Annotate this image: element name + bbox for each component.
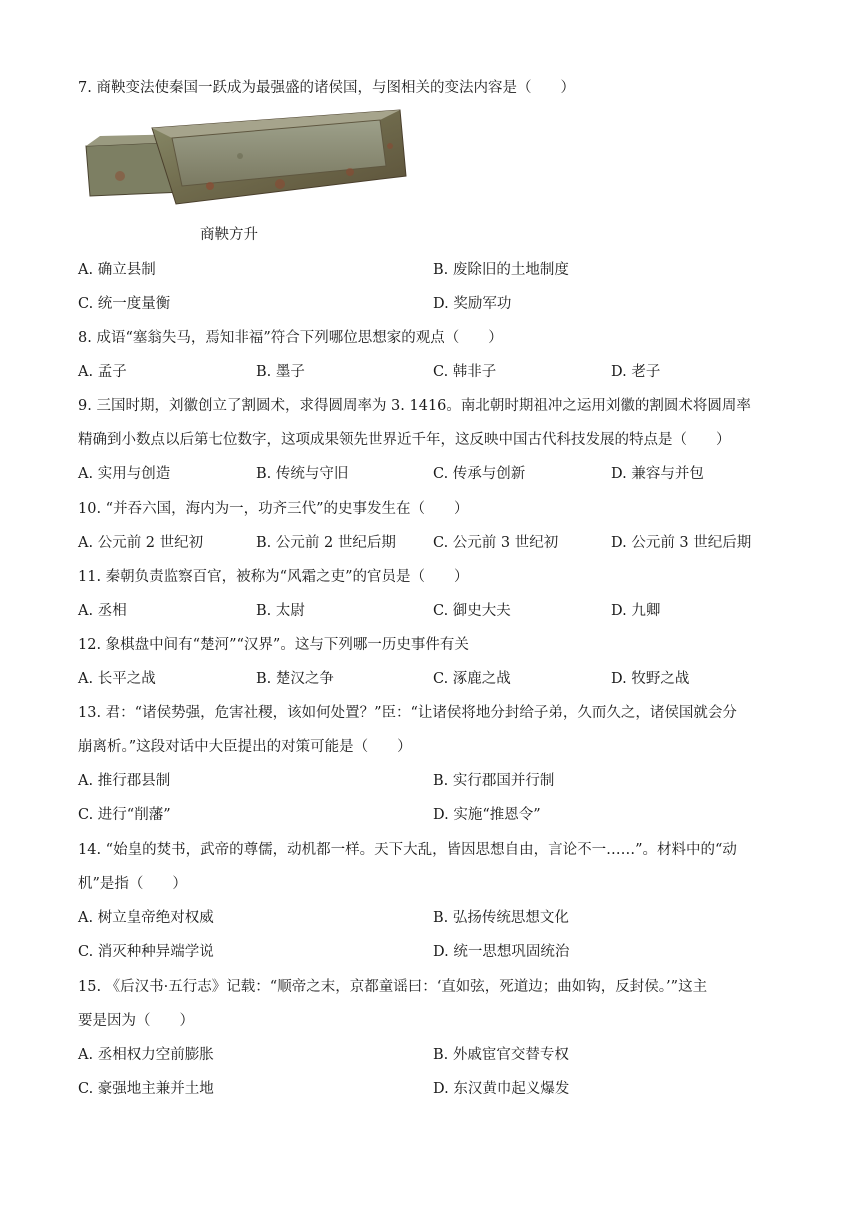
q13-option-c: C. 进行“削藩” xyxy=(78,807,171,823)
q13-option-a: A. 推行郡县制 xyxy=(78,773,171,789)
q10-option-b: B. 公元前 2 世纪后期 xyxy=(256,535,396,551)
q12-option-b: B. 楚汉之争 xyxy=(256,671,334,687)
q12-option-d: D. 牧野之战 xyxy=(611,671,690,687)
q14-option-b: B. 弘扬传统思想文化 xyxy=(433,910,569,926)
q8-option-c: C. 韩非子 xyxy=(433,364,497,380)
q7-option-b: B. 废除旧的土地制度 xyxy=(433,262,569,278)
q12-option-c: C. 涿鹿之战 xyxy=(433,671,511,687)
q11-option-a: A. 丞相 xyxy=(78,603,127,619)
question-8-stem: 8. 成语“塞翁失马，焉知非福”符合下列哪位思想家的观点（ ） xyxy=(78,330,503,346)
question-12-stem: 12. 象棋盘中间有“楚河”“汉界”。这与下列哪一历史事件有关 xyxy=(78,637,469,653)
q10-option-a: A. 公元前 2 世纪初 xyxy=(78,535,204,551)
q13-option-b: B. 实行郡国并行制 xyxy=(433,773,555,789)
q7-option-c: C. 统一度量衡 xyxy=(78,296,171,312)
q15-option-a: A. 丞相权力空前膨胀 xyxy=(78,1047,214,1063)
question-14-stem-line2: 机”是指（ ） xyxy=(78,876,187,892)
q11-option-c: C. 御史大夫 xyxy=(433,603,511,619)
question-7-stem: 7. 商鞅变法使秦国一跃成为最强盛的诸侯国，与图相关的变法内容是（ ） xyxy=(78,80,575,96)
q11-option-d: D. 九卿 xyxy=(611,603,661,619)
question-15-stem-line1: 15. 《后汉书·五行志》记载：“顺帝之末，京都童谣曰：‘直如弦，死道边；曲如钩，反封侯。’”这主 xyxy=(78,979,708,995)
q11-option-b: B. 太尉 xyxy=(256,603,305,619)
q14-option-c: C. 消灭种种异端学说 xyxy=(78,944,214,960)
question-10-stem: 10. “并吞六国，海内为一，功齐三代”的史事发生在（ ） xyxy=(78,501,469,517)
q9-option-a: A. 实用与创造 xyxy=(78,466,171,482)
q15-option-b: B. 外戚宦官交替专权 xyxy=(433,1047,569,1063)
q14-option-a: A. 树立皇帝绝对权威 xyxy=(78,910,214,926)
figure-caption: 商鞅方升 xyxy=(200,227,258,243)
shang-yang-fangsheng-image xyxy=(80,106,410,206)
q15-option-c: C. 豪强地主兼并土地 xyxy=(78,1081,214,1097)
q8-option-b: B. 墨子 xyxy=(256,364,305,380)
question-9-stem-line1: 9. 三国时期，刘徽创立了割圆术，求得圆周率为 3. 1416。南北朝时期祖冲之运用刘徽的割圆术将圆周率 xyxy=(78,398,751,414)
q14-option-d: D. 统一思想巩固统治 xyxy=(433,944,570,960)
question-15-stem-line2: 要是因为（ ） xyxy=(78,1013,194,1029)
q10-option-d: D. 公元前 3 世纪后期 xyxy=(611,535,752,551)
q9-option-d: D. 兼容与并包 xyxy=(611,466,704,482)
q13-option-d: D. 实施“推恩令” xyxy=(433,807,541,823)
q8-option-d: D. 老子 xyxy=(611,364,661,380)
question-9-stem-line2: 精确到小数点以后第七位数字，这项成果领先世界近千年，这反映中国古代科技发展的特点是（ ） xyxy=(78,432,731,448)
q7-option-d: D. 奖励军功 xyxy=(433,296,512,312)
q9-option-c: C. 传承与创新 xyxy=(433,466,526,482)
q10-option-c: C. 公元前 3 世纪初 xyxy=(433,535,559,551)
q12-option-a: A. 长平之战 xyxy=(78,671,156,687)
question-13-stem-line2: 崩离析。”这段对话中大臣提出的对策可能是（ ） xyxy=(78,739,412,755)
question-13-stem-line1: 13. 君：“诸侯势强，危害社稷，该如何处置？”臣：“让诸侯将地分封给子弟，久而久之，诸侯国就会分 xyxy=(78,705,737,721)
q7-option-a: A. 确立县制 xyxy=(78,262,156,278)
q8-option-a: A. 孟子 xyxy=(78,364,127,380)
q9-option-b: B. 传统与守旧 xyxy=(256,466,349,482)
question-11-stem: 11. 秦朝负责监察百官，被称为“风霜之吏”的官员是（ ） xyxy=(78,569,469,585)
q15-option-d: D. 东汉黄巾起义爆发 xyxy=(433,1081,570,1097)
question-14-stem-line1: 14. “始皇的焚书，武帝的尊儒，动机都一样。天下大乱，皆因思想自由，言论不一……”。材料中的“动 xyxy=(78,842,737,858)
